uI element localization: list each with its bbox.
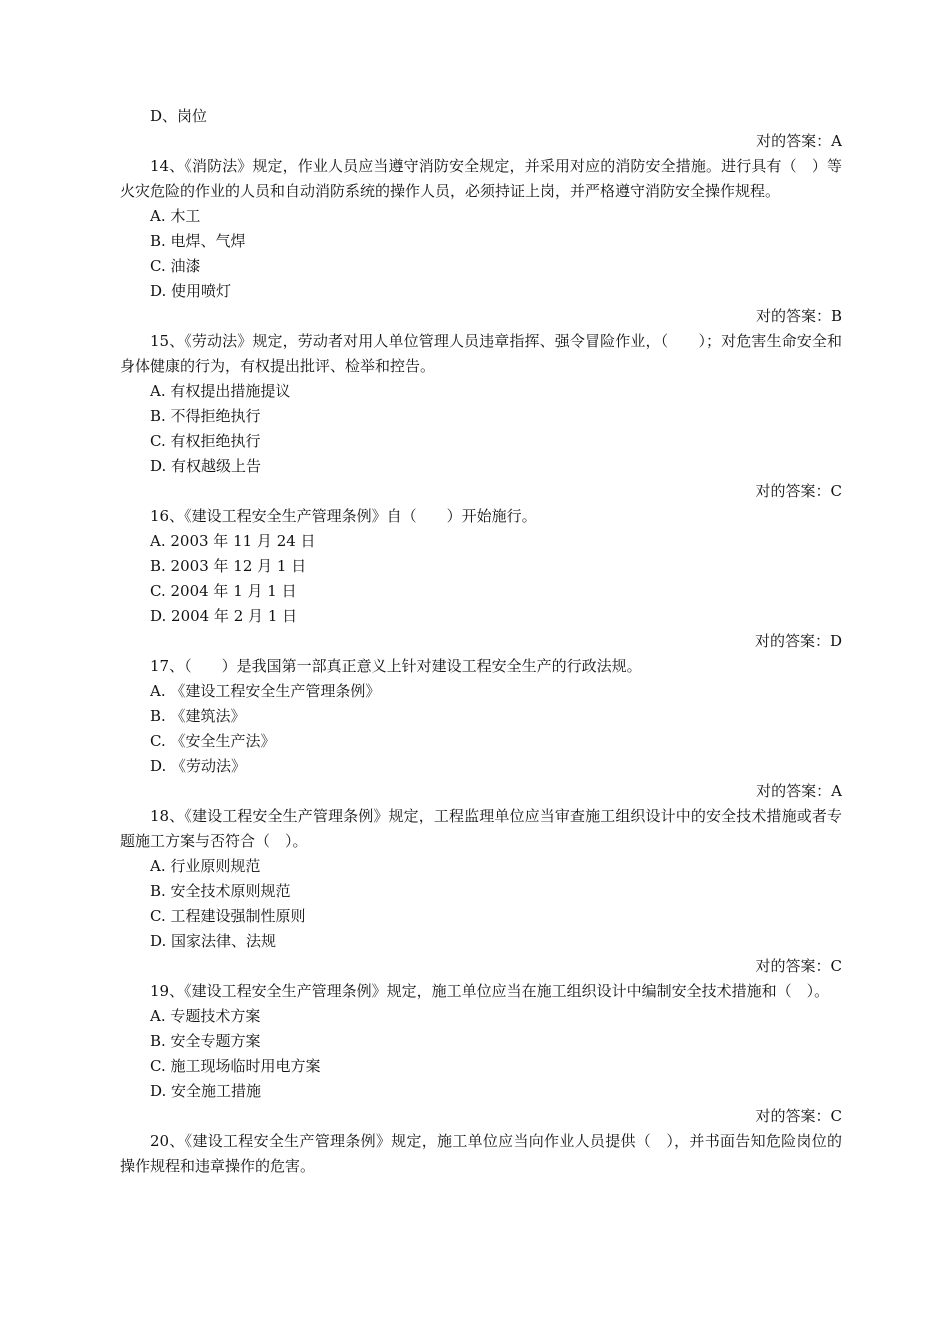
option-c: C. 有权拒绝执行 <box>150 432 261 450</box>
option-b: B. 《建筑法》 <box>150 707 246 725</box>
option-c: C. 2004 年 1 月 1 日 <box>150 582 297 600</box>
option-c: C. 工程建设强制性原则 <box>150 907 306 925</box>
option-a: A. 木工 <box>150 207 201 225</box>
option-d: D. 国家法律、法规 <box>150 932 277 950</box>
option-d: D. 2004 年 2 月 1 日 <box>150 607 298 625</box>
option-d: D. 安全施工措施 <box>150 1082 262 1100</box>
answer-label: 对的答案：C <box>755 1107 842 1125</box>
option-a: A. 专题技术方案 <box>150 1007 261 1025</box>
option-b: B. 安全专题方案 <box>150 1032 261 1050</box>
option-d: D. 有权越级上告 <box>150 457 262 475</box>
option-b: B. 电焊、气焊 <box>150 232 246 250</box>
option-c: C. 油漆 <box>150 257 201 275</box>
option-a: A. 有权提出措施提议 <box>150 382 291 400</box>
option-a: A. 《建设工程安全生产管理条例》 <box>150 682 381 700</box>
answer-label: 对的答案：B <box>755 307 842 325</box>
answer-label: 对的答案：A <box>756 782 842 800</box>
option-c: C. 《安全生产法》 <box>150 732 276 750</box>
answer-label: 对的答案：C <box>755 482 842 500</box>
question-17 <box>120 654 842 804</box>
option-b: B. 不得拒绝执行 <box>150 407 261 425</box>
question-text: 19、《建设工程安全生产管理条例》规定，施工单位应当在施工组织设计中编制安全技术措施和（ ）。 <box>150 982 830 1000</box>
option-b: B. 2003 年 12 月 1 日 <box>150 557 307 575</box>
question-16 <box>120 504 842 654</box>
question-text: 18、《建设工程安全生产管理条例》规定，工程监理单位应当审查施工组织设计中的安全技术措施或者专题施工方案与否符合（ ）。 <box>120 807 842 850</box>
question-14 <box>120 154 842 329</box>
option-d: D. 《劳动法》 <box>150 757 247 775</box>
option-c: C. 施工现场临时用电方案 <box>150 1057 321 1075</box>
question-20 <box>120 1129 842 1179</box>
answer-label: 对的答案：C <box>755 957 842 975</box>
answer-label: 对的答案：D <box>754 632 842 650</box>
question-text: 14、《消防法》规定，作业人员应当遵守消防安全规定，并采用对应的消防安全措施。进行具有（ ）等火灾危险的作业的人员和自动消防系统的操作人员，必须持证上岗，并严格遵守消防安全操作规程。 <box>120 157 842 200</box>
question-18 <box>120 804 842 979</box>
option-a: A. 2003 年 11 月 24 日 <box>150 532 316 550</box>
question-19 <box>120 979 842 1129</box>
document-page <box>120 104 842 1179</box>
question-text: 16、《建设工程安全生产管理条例》自（ ）开始施行。 <box>150 507 537 525</box>
question-15 <box>120 329 842 504</box>
option-a: A. 行业原则规范 <box>150 857 261 875</box>
lead-answer: 对的答案：A <box>756 132 842 150</box>
question-text: 17、（ ）是我国第一部真正意义上针对建设工程安全生产的行政法规。 <box>150 657 642 675</box>
option-d: D. 使用喷灯 <box>150 282 232 300</box>
question-text: 20、《建设工程安全生产管理条例》规定，施工单位应当向作业人员提供（ ），并书面告知危险岗位的操作规程和违章操作的危害。 <box>120 1132 842 1175</box>
lead-option: D、岗位 <box>150 107 208 125</box>
option-b: B. 安全技术原则规范 <box>150 882 291 900</box>
question-text: 15、《劳动法》规定，劳动者对用人单位管理人员违章指挥、强令冒险作业，（ ）；对危害生命安全和身体健康的行为，有权提出批评、检举和控告。 <box>120 332 842 375</box>
